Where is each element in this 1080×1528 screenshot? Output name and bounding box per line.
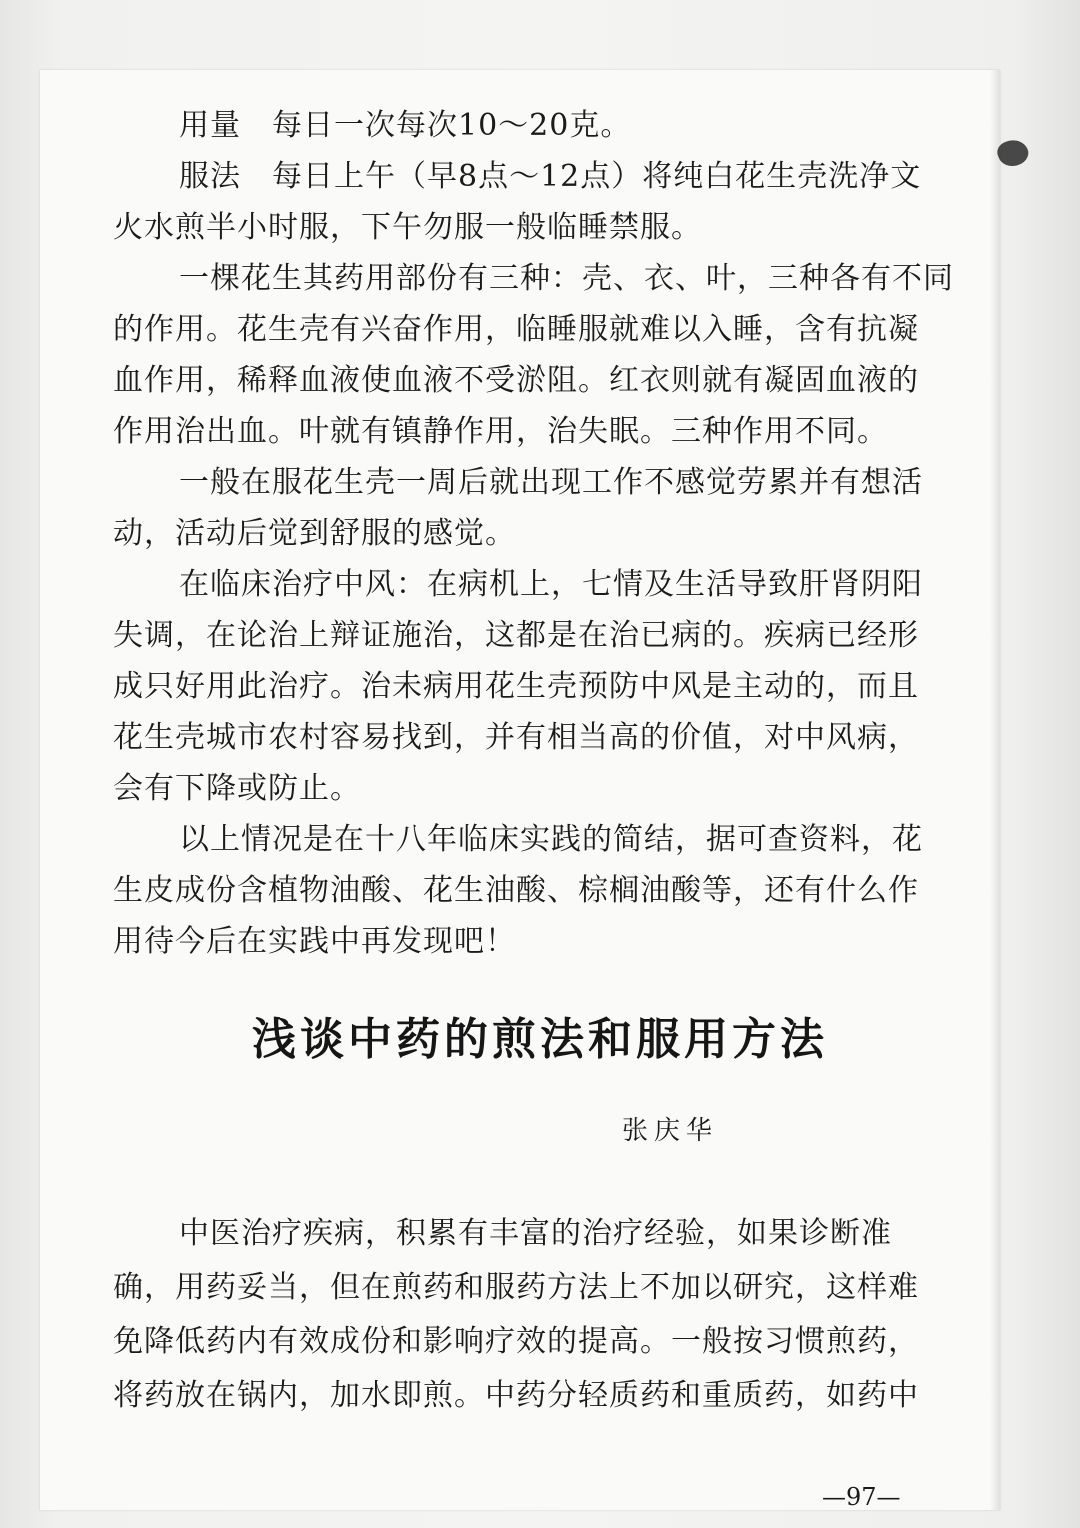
body-line: 确，用药妥当，但在煎药和服药方法上不加以研究，这样难 bbox=[113, 1270, 919, 1305]
body-line: 服法 每日上午（早8点～12点）将纯白花生壳洗净文 bbox=[179, 159, 922, 194]
body-line: 中医治疗疾病，积累有丰富的治疗经验，如果诊断准 bbox=[179, 1216, 892, 1251]
body-line: 一棵花生其药用部份有三种：壳、衣、叶，三种各有不同 bbox=[179, 261, 954, 296]
body-line: 免降低药内有效成份和影响疗效的提高。一般按习惯煎药， bbox=[113, 1324, 919, 1359]
body-line: 一般在服花生壳一周后就出现工作不感觉劳累并有想活 bbox=[179, 465, 923, 500]
body-line: 花生壳城市农村容易找到，并有相当高的价值，对中风病， bbox=[113, 720, 919, 755]
body-line: 火水煎半小时服，下午勿服一般临睡禁服。 bbox=[113, 210, 702, 245]
body-line: 动，活动后觉到舒服的感觉。 bbox=[113, 516, 516, 551]
body-line: 生皮成份含植物油酸、花生油酸、棕榈油酸等，还有什么作 bbox=[113, 873, 919, 908]
previous-article-body bbox=[113, 100, 973, 967]
article-body bbox=[113, 1207, 983, 1423]
article-author: 张庆华 bbox=[622, 1116, 719, 1146]
body-line: 作用治出血。叶就有镇静作用，治失眠。三种作用不同。 bbox=[113, 414, 888, 449]
body-line: 将药放在锅内，加水即煎。中药分轻质药和重质药，如药中 bbox=[113, 1378, 919, 1413]
body-line: 的作用。花生壳有兴奋作用，临睡服就难以入睡，含有抗凝 bbox=[113, 312, 919, 347]
body-line: 会有下降或防止。 bbox=[113, 771, 361, 806]
body-line: 在临床治疗中风：在病机上，七情及生活导致肝肾阴阳 bbox=[179, 567, 923, 602]
body-line: 失调，在论治上辩证施治，这都是在治已病的。疾病已经形 bbox=[113, 618, 919, 653]
page-number: —97— bbox=[822, 1483, 901, 1511]
body-line: 以上情况是在十八年临床实践的简结，据可查资料，花 bbox=[179, 822, 923, 857]
body-line: 用量 每日一次每次10～20克。 bbox=[179, 108, 632, 143]
body-line: 成只好用此治疗。治未病用花生壳预防中风是主动的，而且 bbox=[113, 669, 919, 704]
article-title: 浅谈中药的煎法和服用方法 bbox=[252, 1014, 828, 1065]
body-line: 血作用，稀释血液使血液不受淤阻。红衣则就有凝固血液的 bbox=[113, 363, 919, 398]
body-line: 用待今后在实践中再发现吧！ bbox=[113, 924, 516, 959]
